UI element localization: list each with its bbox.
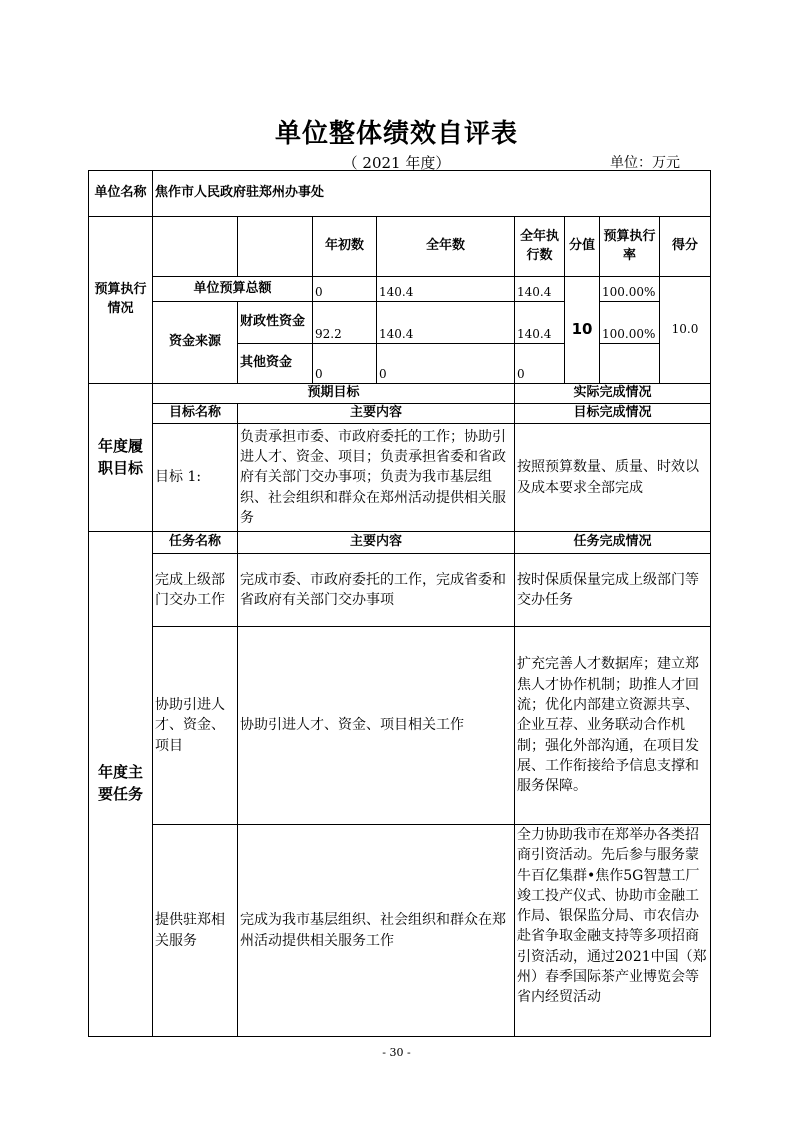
- total-annual: 140.4: [377, 277, 515, 302]
- score-value: 10: [565, 277, 600, 384]
- task-content: 协助引进人才、资金、项目相关工作: [238, 627, 515, 825]
- fiscal-annual: 140.4: [377, 302, 515, 344]
- empty-cell: [238, 217, 313, 277]
- goal-content-header: 主要内容: [238, 404, 515, 424]
- total-executed: 140.4: [515, 277, 565, 302]
- unit-name-value: 焦作市人民政府驻郑州办事处: [153, 171, 711, 217]
- budget-section-label: 预算执行情况: [89, 217, 153, 384]
- other-annual: 0: [377, 344, 515, 384]
- score: 10.0: [660, 277, 711, 384]
- goals-section-label: 年度履职目标: [89, 384, 153, 532]
- header-exec-rate: 预算执行率: [600, 217, 660, 277]
- task-status-header: 任务完成情况: [515, 532, 711, 554]
- goal-status-header: 目标完成情况: [515, 404, 711, 424]
- task-name: 完成上级部门交办工作: [153, 554, 238, 627]
- expected-goal-label: 预期目标: [153, 384, 515, 404]
- other-rate: [600, 344, 660, 384]
- other-initial: 0: [313, 344, 377, 384]
- fiscal-executed: 140.4: [515, 302, 565, 344]
- task-content: 完成为我市基层组织、社会组织和群众在郑州活动提供相关服务工作: [238, 825, 515, 1037]
- fiscal-initial: 92.2: [313, 302, 377, 344]
- other-executed: 0: [515, 344, 565, 384]
- goal-status: 按照预算数量、质量、时效以及成本要求全部完成: [515, 424, 711, 532]
- header-executed: 全年执行数: [515, 217, 565, 277]
- fiscal-funds-label: 财政性资金: [238, 302, 313, 344]
- task-name: 协助引进人才、资金、项目: [153, 627, 238, 825]
- empty-cell: [153, 217, 238, 277]
- year-subtitle: （ 2021 年度）: [342, 154, 451, 172]
- header-score: 得分: [660, 217, 711, 277]
- goal-content: 负责承担市委、市政府委托的工作；协助引进人才、资金、项目；负责承担省委和省政府有关部门交办事项；负责为我市基层组织、社会组织和群众在郑州活动提供相关服务: [238, 424, 515, 532]
- total-initial: 0: [313, 277, 377, 302]
- total-rate: 100.00%: [600, 277, 660, 302]
- page-number: - 30 -: [382, 1046, 411, 1059]
- fund-source-label: 资金来源: [153, 302, 238, 384]
- task-content: 完成市委、市政府委托的工作，完成省委和省政府有关部门交办事项: [238, 554, 515, 627]
- other-funds-label: 其他资金: [238, 344, 313, 384]
- total-budget-label: 单位预算总额: [153, 277, 313, 302]
- unit-label: 单位：万元: [610, 155, 680, 171]
- task-name-header: 任务名称: [153, 532, 238, 554]
- task-name: 提供驻郑相关服务: [153, 825, 238, 1037]
- header-score-value: 分值: [565, 217, 600, 277]
- goal-name-header: 目标名称: [153, 404, 238, 424]
- task-status: 扩充完善人才数据库；建立郑焦人才协作机制；助推人才回流；优化内部建立资源共享、企业互荐、业务联动合作机制；强化外部沟通，在项目发展、工作衔接给予信息支撑和服务保障。: [515, 627, 711, 825]
- header-annual: 全年数: [377, 217, 515, 277]
- task-status: 按时保质保量完成上级部门等交办任务: [515, 554, 711, 627]
- unit-name-label: 单位名称: [89, 171, 153, 217]
- actual-completion-label: 实际完成情况: [515, 384, 711, 404]
- task-content-header: 主要内容: [238, 532, 515, 554]
- tasks-section-label: 年度主要任务: [89, 532, 153, 1037]
- performance-table: [88, 170, 711, 1037]
- page-title: 单位整体绩效自评表: [274, 119, 518, 149]
- fiscal-rate: 100.00%: [600, 302, 660, 344]
- task-status: 全力协助我市在郑举办各类招商引资活动。先后参与服务蒙牛百亿集群•焦作5G智慧工厂竣工投产仪式、协助市金融工作局、银保监分局、市农信办赴省争取金融支持等多项招商引资活动，通过2021中国（郑州）春季国际茶产业博览会等省内经贸活动: [515, 825, 711, 1037]
- goal-name: 目标 1:: [153, 424, 238, 532]
- header-initial: 年初数: [313, 217, 377, 277]
